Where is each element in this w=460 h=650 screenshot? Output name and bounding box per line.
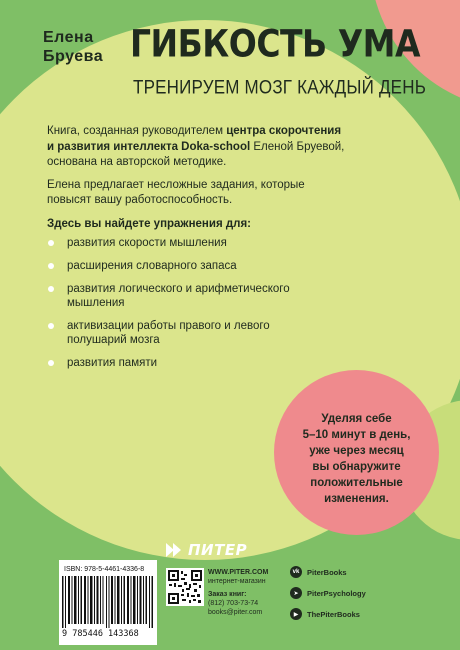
social-vk[interactable]: vk PiterBooks [290, 566, 366, 578]
author-first-name: Елена [43, 29, 94, 46]
publisher-contacts [208, 568, 283, 617]
order-label: Заказ книг: [208, 591, 247, 598]
list-item: расширения словарного запаса [47, 259, 317, 273]
piter-logo-icon [166, 543, 188, 557]
list-item: активизации работы правого и левого полушарий мозга [47, 319, 317, 347]
description-paragraph-1: Книга, созданная руководителем центра скорочтения и развития интеллекта Doka-school Еленой Бруевой, основана на авторской методике. [47, 125, 345, 168]
social-telegram[interactable]: ➤ PiterPsychology [290, 587, 366, 599]
social-links [290, 566, 366, 629]
list-item: развития логического и арифметического мышления [47, 282, 317, 310]
description-paragraph-2: Елена предлагает несложные задания, которые повысят вашу работоспособность. [47, 178, 305, 206]
promo-text: Уделяя себе 5–10 минут в день, уже через месяц вы обнаружите положительные изменения. [302, 413, 411, 505]
youtube-icon: ▶ [290, 608, 302, 620]
vk-icon: vk [290, 566, 302, 578]
book-title: ГИБКОСТЬ УМА [130, 22, 421, 66]
site-caption: интернет-магазин [208, 578, 266, 585]
list-item: развития памяти [47, 356, 317, 370]
exercises-list [47, 236, 317, 379]
social-youtube[interactable]: ▶ ThePiterBooks [290, 608, 366, 620]
book-subtitle: ТРЕНИРУЕМ МОЗГ КАЖДЫЙ ДЕНЬ [133, 76, 427, 98]
cover-header [0, 0, 460, 100]
book-description [47, 124, 347, 216]
telegram-icon: ➤ [290, 587, 302, 599]
barcode-digits: 9 785446 143368 [62, 629, 139, 639]
order-phone: (812) 703-73-74 [208, 600, 259, 607]
qr-code-icon [166, 568, 204, 606]
isbn-text: ISBN: 978-5-4461-4336-8 [64, 566, 145, 573]
author-last-name: Бруева [43, 48, 104, 65]
exercises-heading: Здесь вы найдете упражнения для: [47, 218, 251, 230]
publisher-logo-text: ПИТЕР [188, 541, 248, 559]
list-item: развития скорости мышления [47, 236, 317, 250]
order-email[interactable]: books@piter.com [208, 609, 263, 616]
author-name [43, 28, 103, 66]
site-link[interactable]: WWW.PITER.COM [208, 569, 269, 576]
barcode-icon [62, 576, 154, 628]
